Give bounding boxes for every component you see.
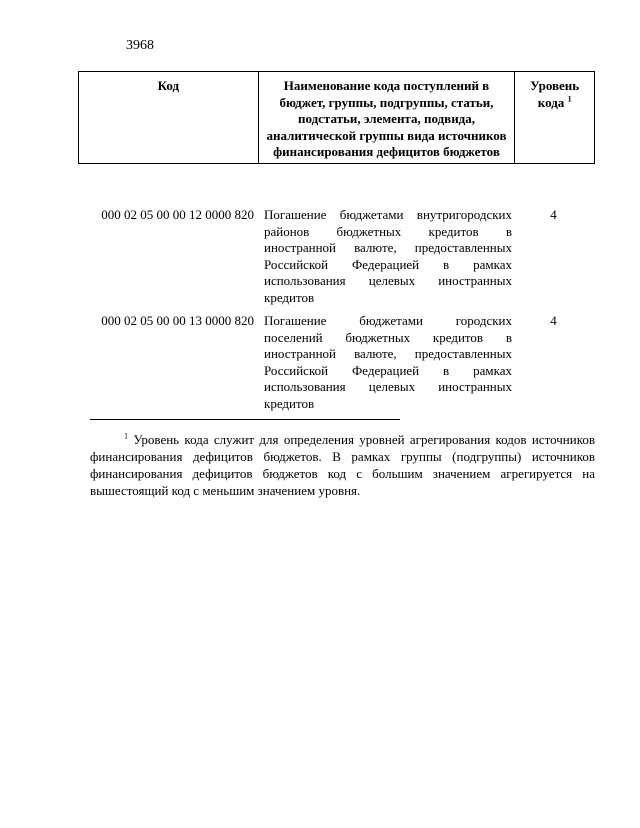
footnote-reference: 1 (567, 94, 572, 104)
table-header (78, 71, 595, 164)
footnote-mark: 1 (124, 431, 128, 441)
header-code (79, 72, 259, 164)
footnote-divider (90, 419, 400, 420)
table-body (78, 207, 595, 419)
header-level (515, 72, 595, 164)
row-level: 4 (550, 207, 557, 222)
row-name: Погашение бюджетами внутригородских районов бюджетных кредитов в иностранной валюте, предоставленных Российской Федерацией в рамках использования целевых иностранных кредитов (264, 207, 512, 305)
page-number: 3968 (126, 38, 154, 53)
row-name: Погашение бюджетами городских поселений бюджетных кредитов в иностранной валюте, предоставленных Российской Федерацией в рамках использования целевых иностранных кредитов (264, 313, 512, 411)
row-code: 000 02 05 00 00 13 0000 820 (101, 313, 254, 328)
header-code-label: Код (157, 78, 180, 93)
table-row (78, 313, 595, 412)
header-name (258, 72, 515, 164)
header-name-label: Наименование кода поступлений в бюджет, группы, подгруппы, статьи, подстатьи, элемента, подвида, аналитической группы вида источников финансирования дефицитов бюджетов (266, 78, 507, 159)
table-row (78, 207, 595, 306)
row-code: 000 02 05 00 00 12 0000 820 (101, 207, 254, 222)
footnote-text: Уровень кода служит для определения уровней агрегирования кодов источников финансирования дефицитов бюджетов. В рамках группы (подгруппы) источников финансирования дефицитов бюджетов код с большим значением агрегируется на вышестоящий код с меньшим значением уровня. (90, 432, 596, 498)
header-level-label: Уровень кода (530, 78, 580, 110)
row-level: 4 (550, 313, 557, 328)
footnote (90, 431, 595, 499)
